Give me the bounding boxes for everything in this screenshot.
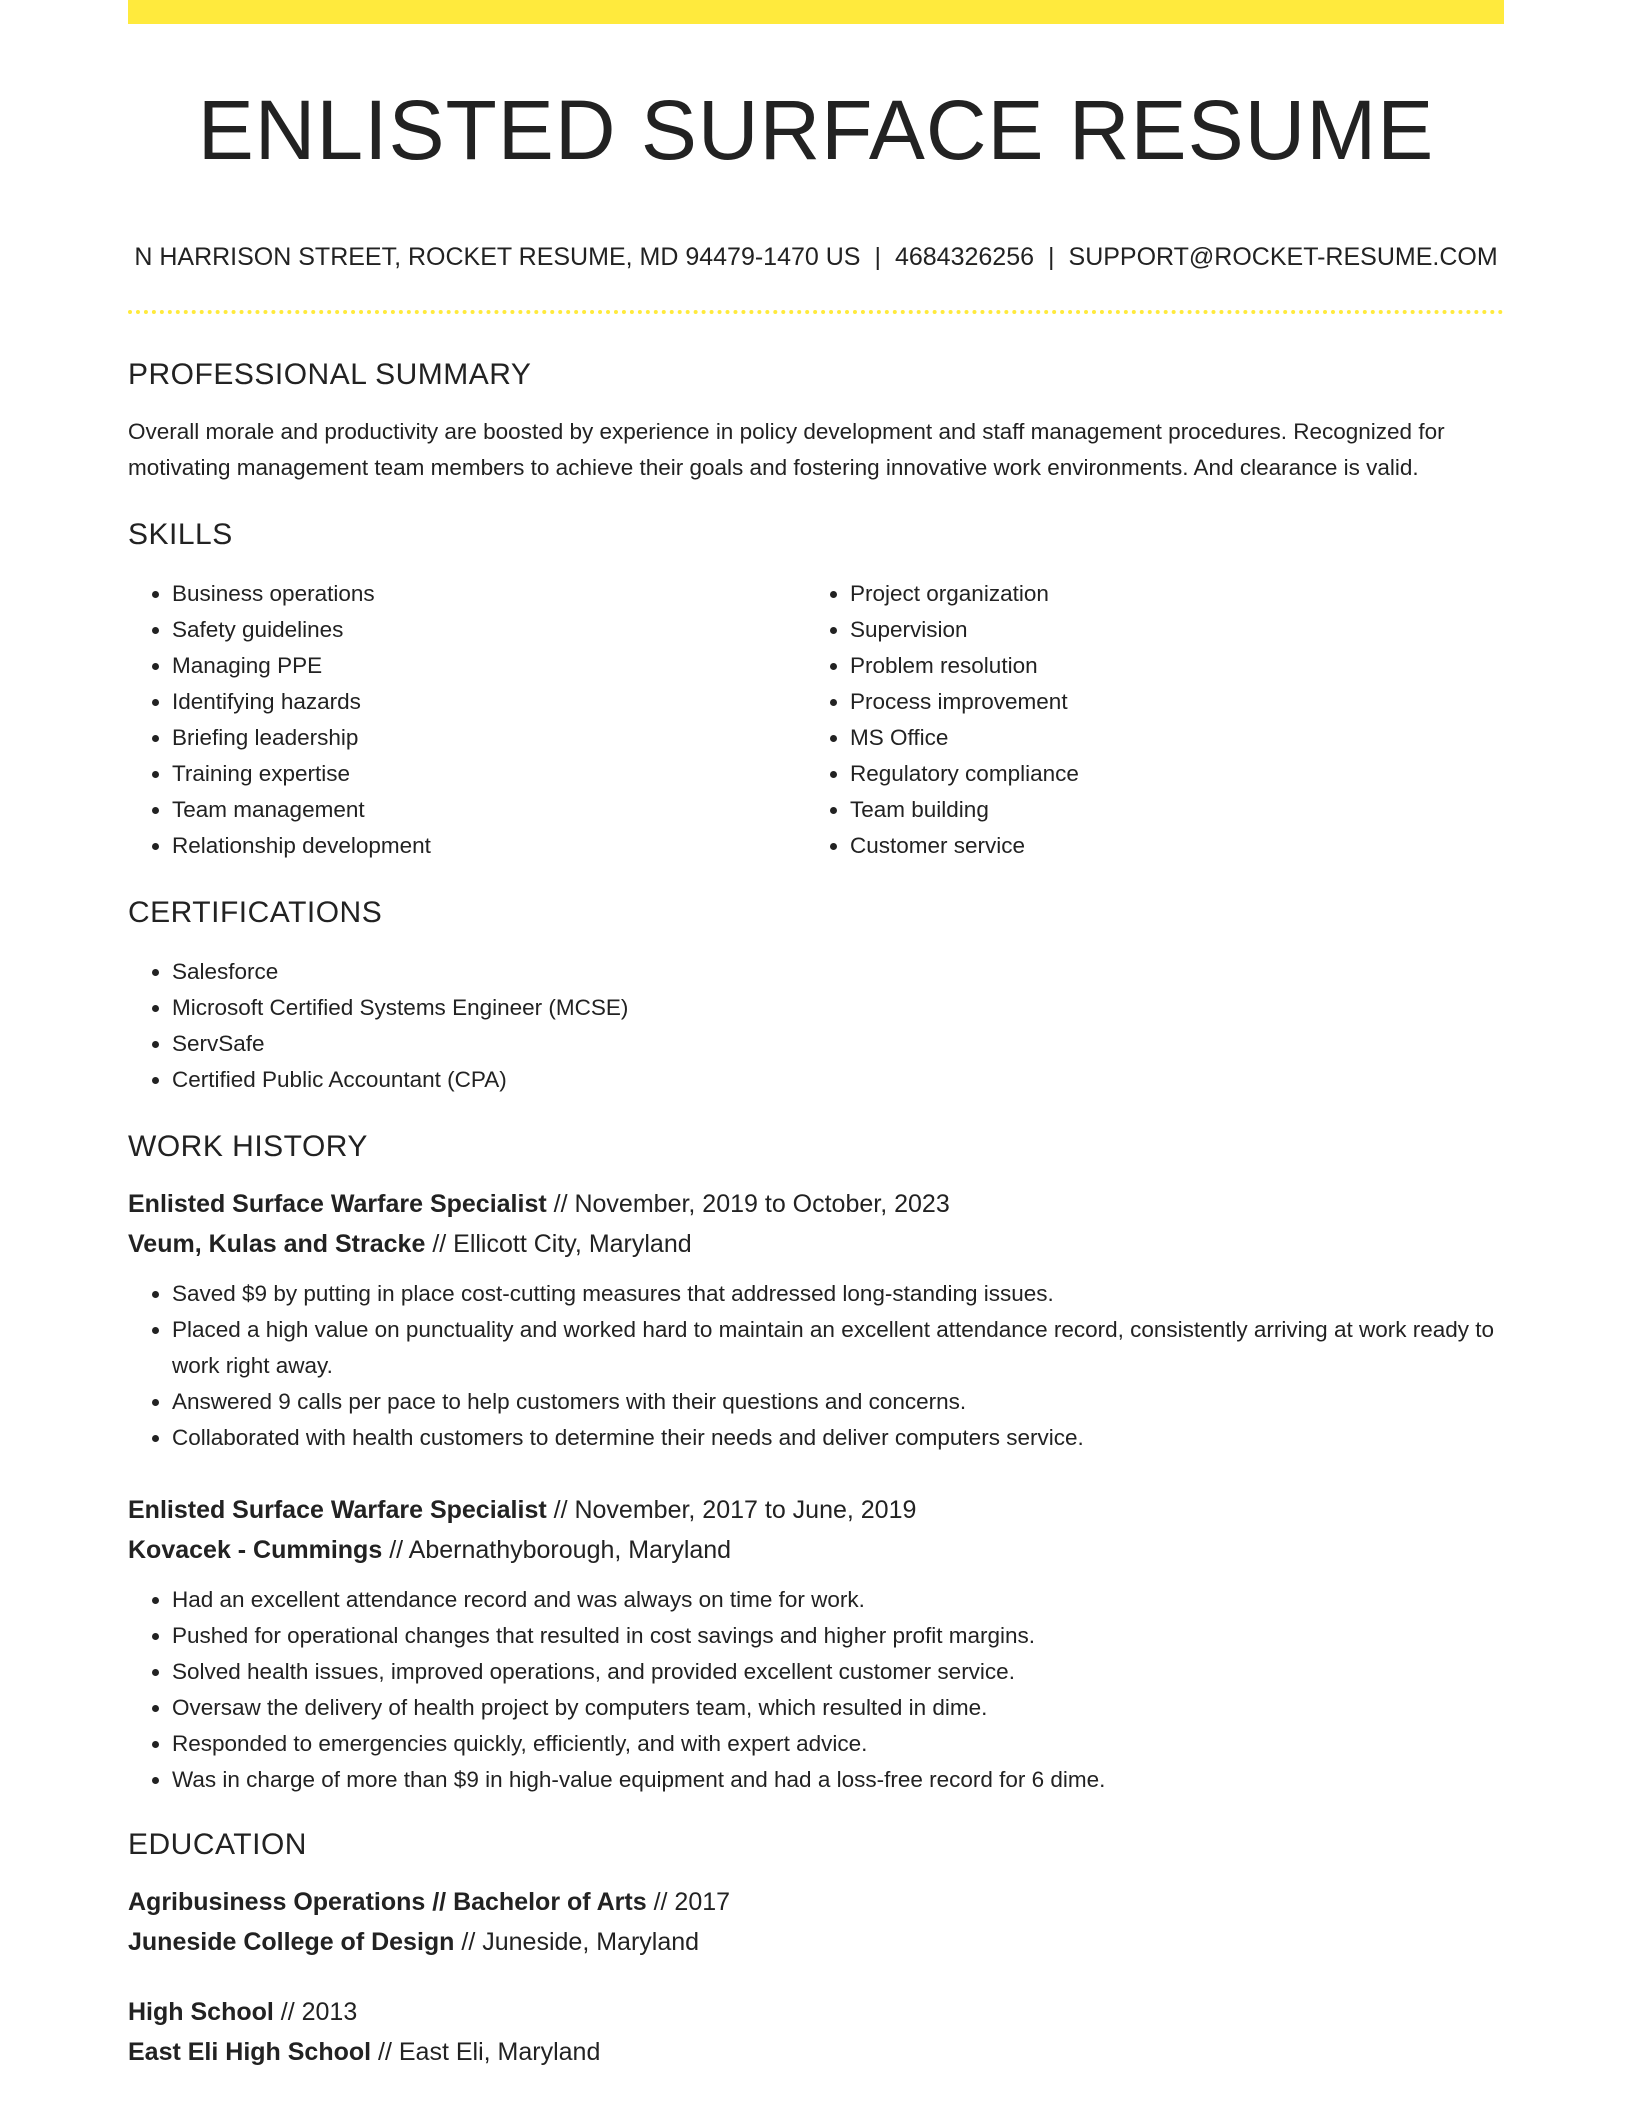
skill-item: • Regulatory compliance [850, 756, 1484, 792]
skill-item: • Briefing leadership [172, 720, 806, 756]
skills-list-left [128, 576, 806, 864]
skill-item: • Customer service [850, 828, 1484, 864]
certification-item: • Salesforce [172, 954, 1504, 990]
skill-item: • Relationship development [172, 828, 806, 864]
dotted-divider [128, 310, 1504, 314]
contact-address: N HARRISON STREET, ROCKET RESUME, MD 94479-1470 US [134, 243, 861, 272]
certifications-list [128, 954, 1504, 1098]
contact-separator: | [1048, 243, 1055, 272]
certifications-heading: CERTIFICATIONS [128, 896, 383, 930]
skills-column-left [128, 576, 806, 864]
job-company: Kovacek - Cummings [128, 1536, 383, 1565]
job-company-line [128, 1530, 1504, 1570]
skill-item: • Managing PPE [172, 648, 806, 684]
job-bullet: • Was in charge of more than $9 in high-value equipment and had a loss-free record for 6 dime. [172, 1762, 1504, 1798]
education-degree-line [128, 1882, 1504, 1922]
job-bullet: • Solved health issues, improved operations, and provided excellent customer service. [172, 1654, 1504, 1690]
job-bullet: • Had an excellent attendance record and was always on time for work. [172, 1582, 1504, 1618]
education-heading: EDUCATION [128, 1828, 307, 1862]
education-location: // Juneside, Maryland [461, 1928, 700, 1957]
summary-text: Overall morale and productivity are boosted by experience in policy development and staff management procedures. Recognized for motivating management team members to achieve their goals and fostering innovative work environments. And clearance is valid. [128, 419, 1445, 481]
skill-item: • Training expertise [172, 756, 806, 792]
skill-item: • Process improvement [850, 684, 1484, 720]
skill-item: • Safety guidelines [172, 612, 806, 648]
education-school-line [128, 2032, 1504, 2072]
skill-item: • MS Office [850, 720, 1484, 756]
education-year: // 2013 [280, 1998, 358, 2027]
job-bullet: • Collaborated with health customers to determine their needs and deliver computers service. [172, 1420, 1504, 1456]
job-role: Enlisted Surface Warfare Specialist [128, 1496, 547, 1525]
education-degree-line [128, 1992, 1504, 2032]
job-bullet: • Answered 9 calls per pace to help customers with their questions and concerns. [172, 1384, 1504, 1420]
education-degree: High School [128, 1998, 274, 2027]
job-location: // Ellicott City, Maryland [432, 1230, 692, 1259]
skill-item: • Supervision [850, 612, 1484, 648]
resume-page [128, 0, 1504, 2072]
contact-phone: 4684326256 [894, 243, 1035, 272]
job-location: // Abernathyborough, Maryland [389, 1536, 732, 1565]
education-degree: Agribusiness Operations // Bachelor of Arts [128, 1888, 647, 1917]
certification-item: • Microsoft Certified Systems Engineer (MCSE) [172, 990, 1504, 1026]
education-school: Juneside College of Design [128, 1928, 455, 1957]
contact-separator: | [874, 243, 881, 272]
skill-item: • Problem resolution [850, 648, 1484, 684]
summary-heading: PROFESSIONAL SUMMARY [128, 358, 532, 392]
skill-item: • Team building [850, 792, 1484, 828]
skills-heading: SKILLS [128, 518, 233, 552]
contact-email: SUPPORT@ROCKET-RESUME.COM [1068, 243, 1498, 272]
job-company: Veum, Kulas and Stracke [128, 1230, 426, 1259]
education-year: // 2017 [653, 1888, 731, 1917]
skill-item: • Identifying hazards [172, 684, 806, 720]
job-dates: // November, 2017 to June, 2019 [553, 1496, 917, 1525]
job-bullet: • Responded to emergencies quickly, efficiently, and with expert advice. [172, 1726, 1504, 1762]
job-role-line [128, 1184, 1504, 1224]
education-school-line [128, 1922, 1504, 1962]
job-bullet: • Pushed for operational changes that resulted in cost savings and higher profit margins. [172, 1618, 1504, 1654]
job-bullet: • Placed a high value on punctuality and worked hard to maintain an excellent attendance record, consistently arriving at work ready to work right away. [172, 1312, 1504, 1384]
resume-name: ENLISTED SURFACE RESUME [197, 83, 1435, 177]
skill-item: • Business operations [172, 576, 806, 612]
job-bullet-list [128, 1582, 1504, 1798]
skill-item: • Team management [172, 792, 806, 828]
work-history-heading: WORK HISTORY [128, 1130, 368, 1164]
certification-item: • ServSafe [172, 1026, 1504, 1062]
job-role: Enlisted Surface Warfare Specialist [128, 1190, 547, 1219]
education-location: // East Eli, Maryland [378, 2038, 601, 2067]
job-role-line [128, 1490, 1504, 1530]
skills-list-right [806, 576, 1484, 864]
job-bullet: • Saved $9 by putting in place cost-cutting measures that addressed long-standing issues. [172, 1276, 1504, 1312]
contact-line [128, 242, 1504, 272]
education-school: East Eli High School [128, 2038, 372, 2067]
job-bullet-list [128, 1276, 1504, 1456]
certification-item: • Certified Public Accountant (CPA) [172, 1062, 1504, 1098]
job-company-line [128, 1224, 1504, 1264]
job-bullet: • Oversaw the delivery of health project by computers team, which resulted in dime. [172, 1690, 1504, 1726]
skills-column-right [806, 576, 1484, 864]
top-accent-bar [128, 0, 1504, 24]
skills-grid [128, 576, 1504, 864]
skill-item: • Project organization [850, 576, 1484, 612]
job-dates: // November, 2019 to October, 2023 [553, 1190, 950, 1219]
